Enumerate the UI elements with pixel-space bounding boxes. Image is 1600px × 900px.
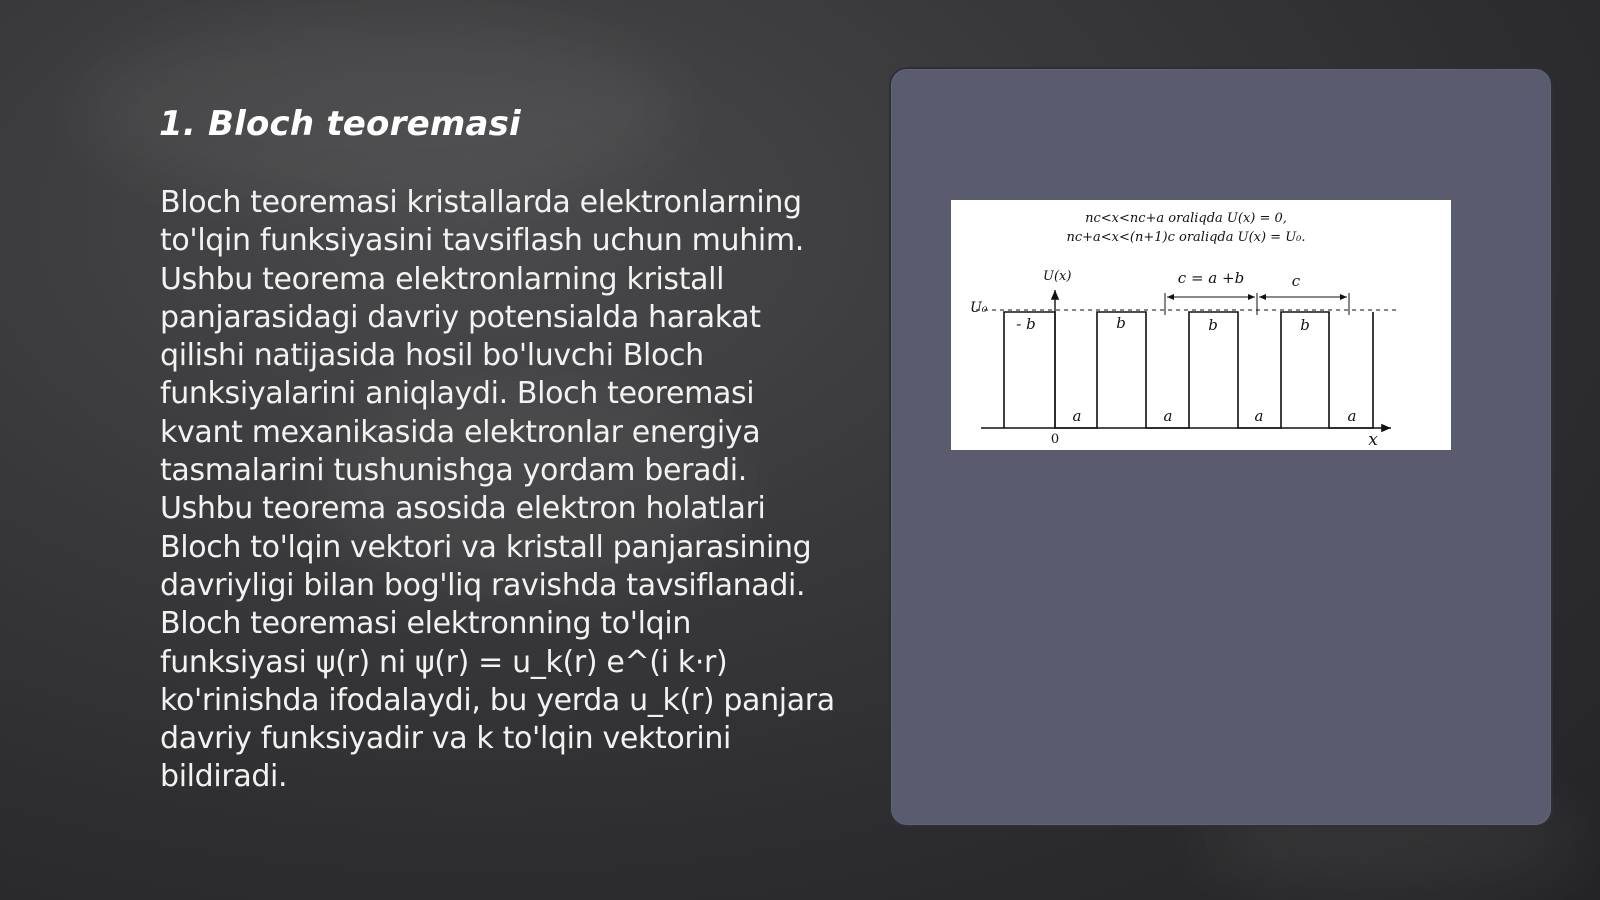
period-label: c = a +b bbox=[1177, 269, 1245, 287]
slide-title: 1. Bloch teoremasi bbox=[159, 104, 521, 144]
well-label: a bbox=[1254, 407, 1264, 425]
u0-label: U₀ bbox=[970, 300, 988, 316]
potential-profile bbox=[1004, 312, 1373, 428]
barrier-label: b bbox=[1300, 316, 1310, 334]
caption-line-1: nc<x<nc+a oraliqda U(x) = 0, bbox=[1085, 211, 1287, 226]
well-label: a bbox=[1347, 407, 1357, 425]
y-axis-label: U(x) bbox=[1043, 269, 1072, 284]
kronig-penney-figure bbox=[951, 200, 1451, 450]
barrier-label: b bbox=[1208, 316, 1218, 334]
well-label: a bbox=[1163, 407, 1173, 425]
origin-label: 0 bbox=[1050, 432, 1060, 447]
potential-diagram bbox=[951, 200, 1451, 450]
barrier-label: b bbox=[1116, 314, 1126, 332]
x-axis-label: x bbox=[1368, 430, 1378, 450]
c-label: c bbox=[1291, 272, 1301, 290]
barrier-label: - b bbox=[1016, 315, 1036, 333]
image-panel bbox=[889, 67, 1553, 827]
well-label: a bbox=[1072, 407, 1082, 425]
slide-body-text: Bloch teoremasi kristallarda elektronlarning to'lqin funksiyasini tavsiflash uchun muhim. Ushbu teorema elektronlarning kristall panjarasidagi davriy potensialda harakat qilishi natijasida hosil bo'luvchi Bloch funksiyalarini aniqlaydi. Bloch teoremasi kvant mexanikasida elektronlar energiya tasmalarini tushunishga yordam beradi. Ushbu teorema asosida elektron holatlari Bloch to'lqin vektori va kristall panjarasining davriyligi bilan bog'liq ravishda tavsiflanadi. Bloch teoremasi elektronning to'lqin funksiyasi ψ(r) ni ψ(r) = u_k(r) e^(i k·r) ko'rinishda ifodalaydi, bu yerda u_k(r) panjara davriy funksiyadir va k to'lqin vektorini bildiradi. bbox=[160, 185, 835, 795]
caption-line-2: nc+a<x<(n+1)c oraliqda U(x) = U₀. bbox=[1066, 230, 1306, 245]
